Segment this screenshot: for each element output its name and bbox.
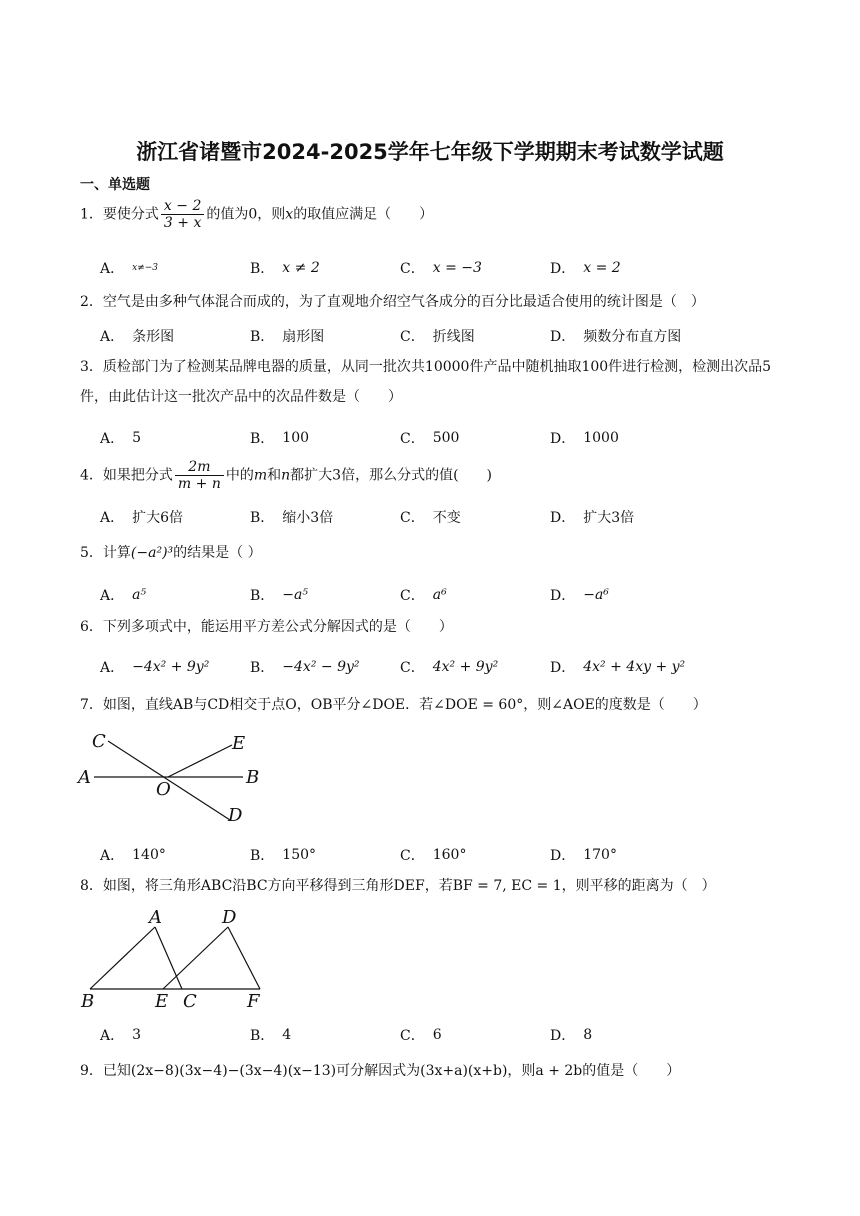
label-o: O	[156, 779, 171, 800]
option-a[interactable]: A． 条形图	[100, 329, 175, 345]
question-4: 4．如果把分式 $\frac{2m}{m + n}$ 中的m和n都扩大3倍，那么分式的值( )	[80, 459, 493, 492]
option-a[interactable]: A． 140°	[100, 847, 166, 864]
option-b[interactable]: B． 4	[250, 1027, 292, 1044]
option-c[interactable]: C． 不变	[400, 510, 461, 526]
question-7: 7．如图，直线AB与CD相交于点O，OB平分∠DOE．若∠DOE = 60°，则∠AOE的度数是（ ）	[80, 697, 707, 713]
option-b[interactable]: B． 缩小3倍	[250, 510, 334, 526]
option-a[interactable]: A． x≠−3	[100, 261, 159, 277]
ray-oe	[168, 745, 232, 777]
question-5: 5．计算(−a²)³的结果是（ ）	[80, 545, 262, 561]
option-d[interactable]: D． 1000	[550, 430, 619, 447]
label-f: F	[247, 991, 260, 1010]
options-7	[100, 845, 740, 865]
option-d[interactable]: D． 4x² + 4xy + y²	[550, 659, 686, 676]
label-e: E	[155, 991, 169, 1010]
option-a[interactable]: A． 5	[100, 430, 142, 447]
options-1	[100, 258, 740, 278]
option-d[interactable]: D． 8	[550, 1027, 593, 1044]
option-d[interactable]: D． 扩大3倍	[550, 510, 635, 526]
option-a[interactable]: A． 扩大6倍	[100, 510, 184, 526]
option-c[interactable]: C． 折线图	[400, 329, 475, 345]
label-e: E	[232, 733, 246, 754]
fraction: $\frac{2m}{m + n}$	[175, 459, 224, 492]
option-b[interactable]: B． 150°	[250, 847, 317, 864]
page-title: 浙江省诸暨市2024-2025学年七年级下学期期末考试数学试题	[136, 140, 724, 164]
side-de	[163, 927, 228, 989]
option-a[interactable]: A． −4x² + 9y²	[100, 659, 210, 676]
label-b: B	[246, 767, 260, 788]
option-c[interactable]: C． 160°	[400, 847, 467, 864]
option-b[interactable]: B． −4x² − 9y²	[250, 659, 360, 676]
option-d[interactable]: D． x = 2	[550, 260, 621, 277]
label-a: A	[149, 907, 162, 928]
question-2: 2．空气是由多种气体混合而成的，为了直观地介绍空气各成分的百分比最适合使用的统计图是（ ）	[80, 294, 705, 310]
option-b[interactable]: B． x ≠ 2	[250, 260, 320, 277]
label-d: D	[228, 805, 243, 826]
options-8	[100, 1025, 740, 1045]
option-b[interactable]: B． 扇形图	[250, 329, 325, 345]
option-c[interactable]: C． x = −3	[400, 260, 482, 277]
option-b[interactable]: B． −a⁵	[250, 587, 308, 604]
options-5	[100, 585, 740, 605]
side-df	[228, 927, 260, 989]
options-3	[100, 428, 740, 448]
options-6	[100, 657, 740, 677]
option-a[interactable]: A． 3	[100, 1027, 142, 1044]
option-b[interactable]: B． 100	[250, 430, 310, 447]
side-ab	[90, 927, 155, 989]
option-c[interactable]: C． a⁶	[400, 587, 447, 604]
label-a: A	[78, 767, 91, 788]
label-c: C	[183, 991, 197, 1010]
question-9: 9．已知(2x−8)(3x−4)−(3x−4)(x−13)可分解因式为(3x+a)(x+b)，则a + 2b的值是（ ）	[80, 1063, 681, 1079]
option-a[interactable]: A． a⁵	[100, 587, 147, 604]
question-1: 1．要使分式 $\frac{x - 2}{3 + x}$ 的值为0，则x的取值应满足（ ）	[80, 198, 434, 231]
section-heading: 一、单选题	[80, 177, 150, 193]
options-2	[100, 326, 740, 346]
figure-q8-triangle-translation	[75, 905, 275, 1010]
side-ac	[155, 927, 182, 989]
option-c[interactable]: C． 4x² + 9y²	[400, 659, 499, 676]
label-b: B	[81, 991, 95, 1010]
options-4	[100, 507, 740, 527]
option-d[interactable]: D． −a⁶	[550, 587, 609, 604]
label-c: C	[92, 731, 106, 752]
question-6: 6．下列多项式中，能运用平方差公式分解因式的是（ ）	[80, 619, 453, 635]
option-c[interactable]: C． 6	[400, 1027, 442, 1044]
label-d: D	[222, 907, 237, 928]
fraction: $\frac{x - 2}{3 + x}$	[161, 198, 204, 231]
option-d[interactable]: D． 频数分布直方图	[550, 329, 682, 345]
figure-q7-intersecting-lines	[70, 725, 290, 830]
question-3: 3．质检部门为了检测某品牌电器的质量，从同一批次共10000件产品中随机抽取100件进行检测，检测出次品5件，由此估计这一批次产品中的次品件数是（ ）	[80, 359, 772, 405]
option-d[interactable]: D． 170°	[550, 847, 617, 864]
option-c[interactable]: C． 500	[400, 430, 460, 447]
question-8: 8．如图，将三角形ABC沿BC方向平移得到三角形DEF，若BF = 7, EC = 1，则平移的距离为（ ）	[80, 878, 716, 894]
